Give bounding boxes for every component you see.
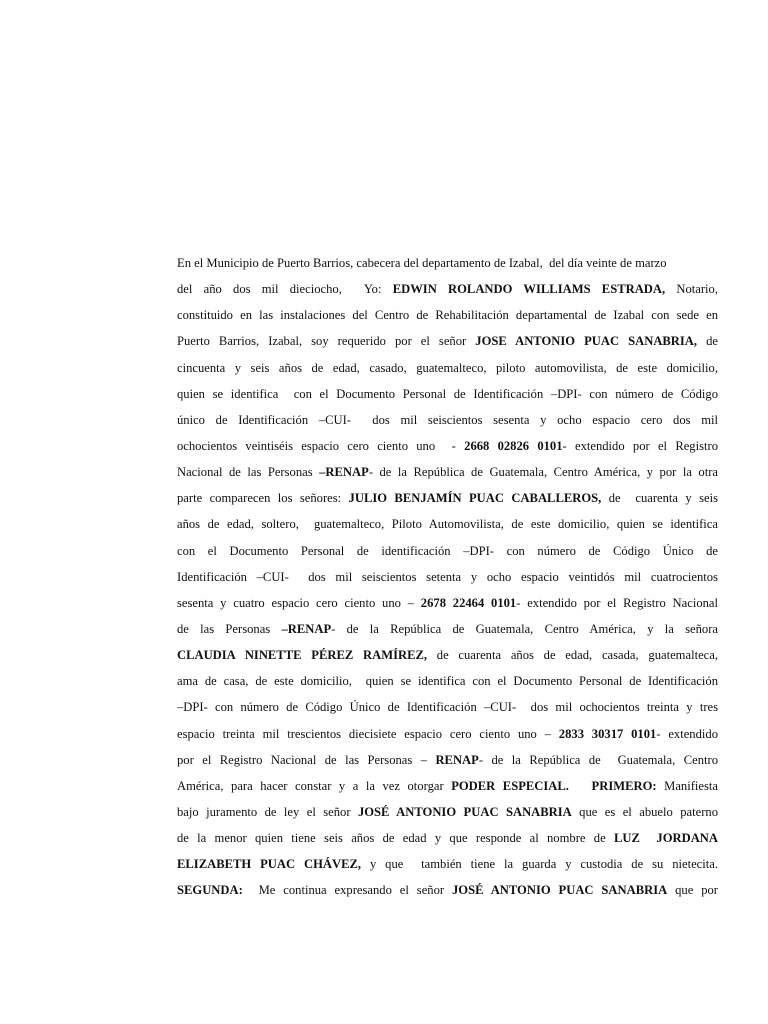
text-segment: de las Personas <box>177 621 282 636</box>
bold-text-segment: –RENAP <box>319 465 369 480</box>
bold-text-segment: JULIO BENJAMÍN PUAC CABALLEROS, <box>348 491 602 506</box>
text-line <box>177 851 718 877</box>
text-segment: años de edad, soltero, guatemalteco, Piloto Automovilista, de este domicilio, quien se identifica <box>177 517 718 532</box>
bold-text-segment: JOSÉ ANTONIO PUAC SANABRIA <box>357 804 572 819</box>
text-line <box>177 590 718 616</box>
bold-text-segment: 2833 30317 0101 <box>558 726 657 741</box>
text-line <box>177 721 718 747</box>
bold-text-segment: SEGUNDA: <box>177 883 243 898</box>
text-line <box>177 381 718 407</box>
text-segment: - extendido <box>656 726 718 741</box>
bold-text-segment: PODER ESPECIAL. PRIMERO: <box>451 778 657 793</box>
text-segment: Me continua expresando el señor <box>242 883 452 898</box>
text-segment: - de la República de Guatemala, Centro América, y la señora <box>331 621 718 636</box>
text-line <box>177 511 718 537</box>
bold-text-segment: ELIZABETH PUAC CHÁVEZ, <box>177 857 362 872</box>
text-line <box>177 747 718 773</box>
text-line <box>177 564 718 590</box>
text-line <box>177 485 718 511</box>
text-line <box>177 250 718 276</box>
text-line <box>177 616 718 642</box>
text-segment: - extendido por el Registro <box>562 438 718 453</box>
text-segment: de cuarenta años de edad, casada, guatemalteca, <box>427 648 718 663</box>
text-line <box>177 694 718 720</box>
text-line <box>177 355 718 381</box>
text-segment: –DPI- con número de Código Único de Identificación –CUI- dos mil ochocientos treinta y tres <box>177 700 718 715</box>
bold-text-segment: JOSÉ ANTONIO PUAC SANABRIA <box>451 883 668 898</box>
text-segment: América, para hacer constar y a la vez otorgar <box>177 778 452 793</box>
text-segment: que por <box>667 883 718 898</box>
text-segment: ochocientos veintiséis espacio cero ciento uno - <box>177 438 465 453</box>
text-segment: - de la República de Guatemala, Centro América, y por la otra <box>368 465 718 480</box>
text-line <box>177 433 718 459</box>
text-line <box>177 538 718 564</box>
text-line <box>177 773 718 799</box>
text-segment: - de la República de Guatemala, Centro <box>478 752 718 767</box>
text-segment: único de Identificación –CUI- dos mil seiscientos sesenta y ocho espacio cero dos mil <box>177 412 718 427</box>
text-line <box>177 825 718 851</box>
text-segment: Nacional de las Personas <box>177 465 320 480</box>
text-segment: Puerto Barrios, Izabal, soy requerido por el señor <box>177 334 476 349</box>
text-segment: de la menor quien tiene seis años de edad y que responde al nombre de <box>177 831 614 846</box>
text-segment: Manifiesta <box>656 778 718 793</box>
text-segment: constituido en las instalaciones del Centro de Rehabilitación departamental de Izabal con sede en <box>177 308 718 323</box>
bold-text-segment: RENAP <box>435 752 479 767</box>
bold-text-segment: LUZ JORDANA <box>613 831 718 846</box>
text-segment: En el Municipio de Puerto Barrios, cabecera del departamento de Izabal, del día veinte de marzo <box>177 256 667 270</box>
bold-text-segment: 2668 02826 0101 <box>464 438 563 453</box>
bold-text-segment: 2678 22464 0101 <box>420 595 517 610</box>
text-segment: espacio treinta mil trescientos diecisiete espacio cero ciento uno – <box>177 726 559 741</box>
text-segment: y que también tiene la guarda y custodia de su nietecita. <box>361 857 718 872</box>
text-segment: - extendido por el Registro Nacional <box>516 595 719 610</box>
text-segment: Notario, <box>665 282 718 297</box>
text-line <box>177 328 718 354</box>
text-segment: parte comparecen los señores: <box>177 491 349 506</box>
bold-text-segment: –RENAP <box>281 621 332 636</box>
text-line <box>177 799 718 825</box>
text-segment: bajo juramento de ley el señor <box>177 804 358 819</box>
text-segment: del año dos mil dieciocho, Yo: <box>177 282 393 297</box>
text-line <box>177 302 718 328</box>
text-segment: que es el abuelo paterno <box>571 804 718 819</box>
text-segment: por el Registro Nacional de las Personas – <box>177 752 436 767</box>
text-line <box>177 877 718 903</box>
text-segment: Identificación –CUI- dos mil seiscientos setenta y ocho espacio veintidós mil cuatrocientos <box>177 569 718 584</box>
text-line <box>177 276 718 302</box>
text-segment: de <box>697 334 718 349</box>
bold-text-segment: EDWIN ROLANDO WILLIAMS ESTRADA, <box>392 282 666 297</box>
text-segment: quien se identifica con el Documento Personal de Identificación –DPI- con número de Código <box>177 386 718 401</box>
text-segment: con el Documento Personal de identificación –DPI- con número de Código Único de <box>177 543 718 558</box>
text-segment: ama de casa, de este domicilio, quien se identifica con el Documento Personal de Identificación <box>177 674 718 689</box>
bold-text-segment: JOSE ANTONIO PUAC SANABRIA, <box>475 334 698 349</box>
text-segment: cincuenta y seis años de edad, casado, guatemalteco, piloto automovilista, de este domicilio, <box>177 360 718 375</box>
document-body-text <box>177 250 718 904</box>
bold-text-segment: CLAUDIA NINETTE PÉREZ RAMÍREZ, <box>177 648 428 663</box>
text-line <box>177 407 718 433</box>
text-line <box>177 668 718 694</box>
text-line <box>177 459 718 485</box>
text-segment: de cuarenta y seis <box>601 491 718 506</box>
text-line <box>177 642 718 668</box>
text-segment: sesenta y cuatro espacio cero ciento uno – <box>177 595 421 610</box>
